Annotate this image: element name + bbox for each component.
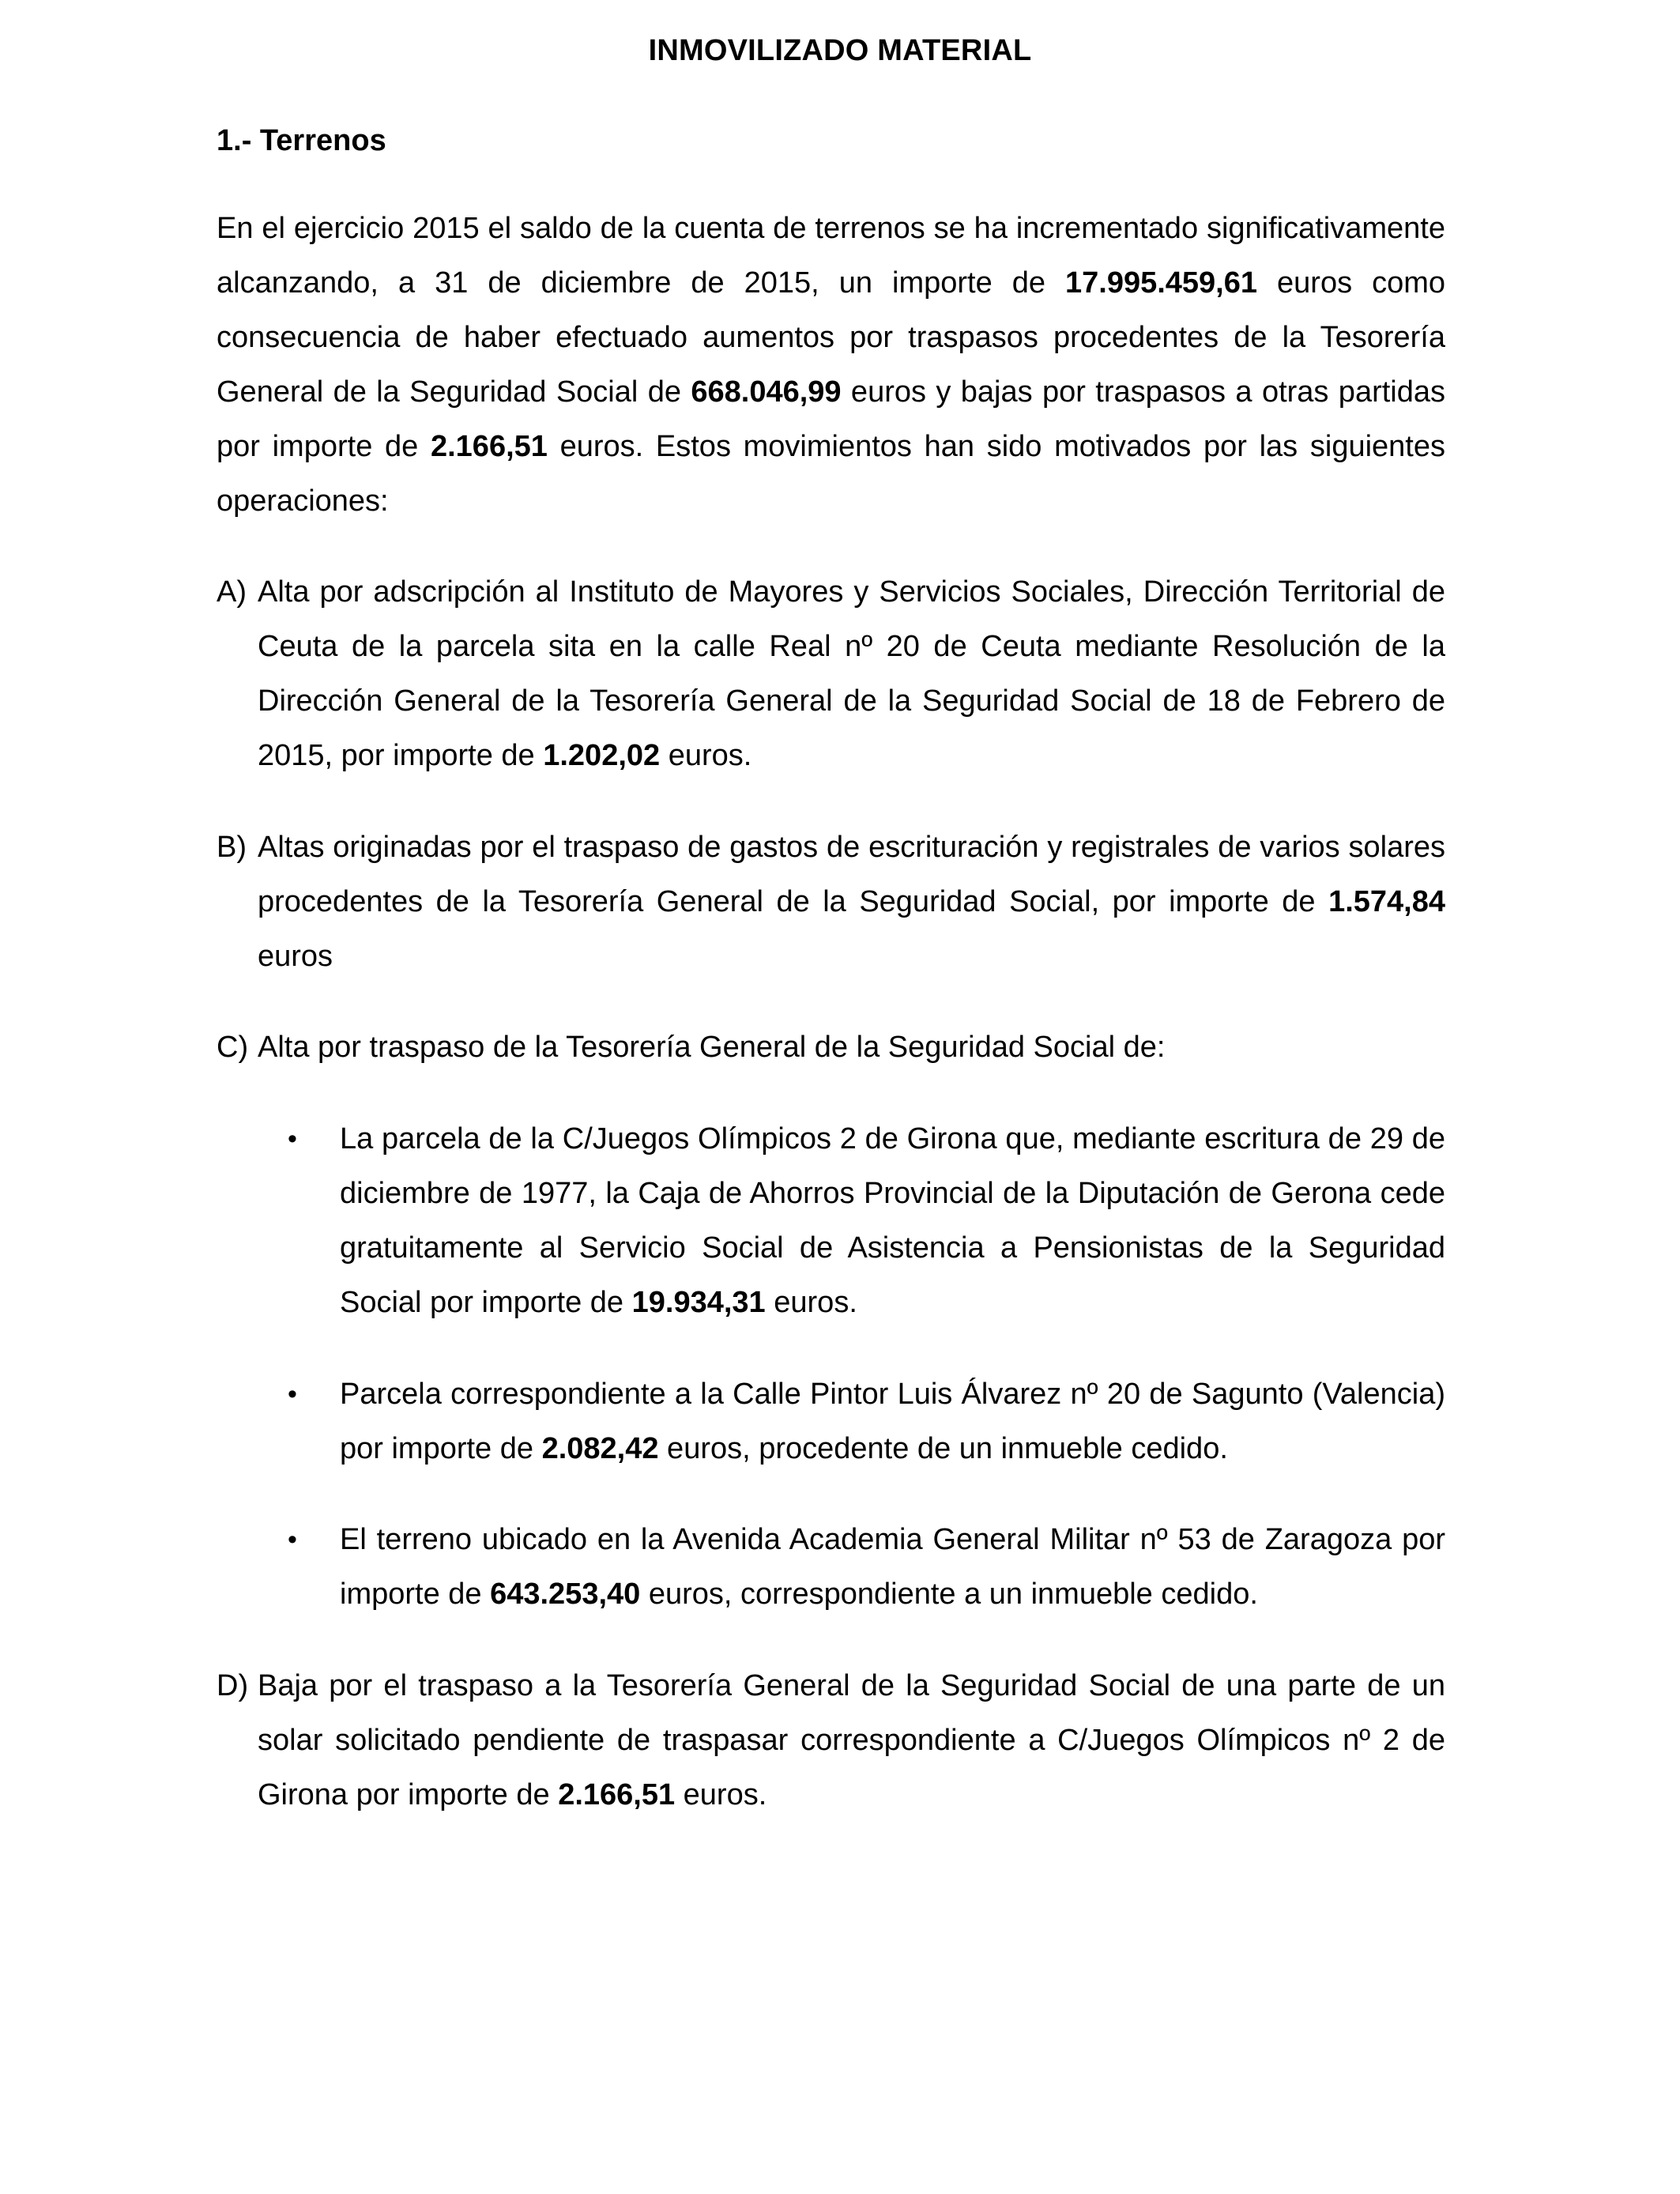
intro-amount-increase: 668.046,99 — [691, 375, 842, 409]
list-marker-a: A) — [217, 575, 247, 609]
bullet-item-zaragoza — [288, 1513, 1445, 1622]
list-item-b-text-2: euros — [258, 940, 333, 973]
bullet-item-girona-text-2: euros. — [765, 1286, 857, 1319]
intro-text-3: euros y bajas por traspasos a otras partidas por importe de — [217, 375, 1445, 463]
list-item-a-amount: 1.202,02 — [543, 739, 661, 772]
list-item-b — [217, 820, 1445, 984]
list-item-b-text-1: Altas originadas por el traspaso de gastos de escrituración y registrales de varios solares procedentes de la Tesorería General de la Seguridad Social, por importe de — [258, 831, 1445, 918]
list-item-c-body: Alta por traspaso de la Tesorería General de la Seguridad Social de: — [258, 1031, 1166, 1064]
bullet-item-girona — [288, 1112, 1445, 1330]
bullet-item-girona-text-1: La parcela de la C/Juegos Olímpicos 2 de Girona que, mediante escritura de 29 de diciembre de 1977, la Caja de Ahorros Provincial de la Diputación de Gerona cede gratuitamente al Servicio Social de Asistencia a Pensionistas de la Seguridad Social por importe de — [340, 1122, 1445, 1319]
bullet-item-sagunto-text-2: euros, procedente de un inmueble cedido. — [658, 1432, 1228, 1465]
intro-text-4: euros. Estos movimientos han sido motivados por las siguientes operaciones: — [217, 430, 1445, 518]
list-item-b-body — [258, 820, 1445, 984]
section-heading: 1.- Terrenos — [217, 124, 386, 157]
list-item-d — [217, 1659, 1445, 1823]
bullet-item-girona-body — [340, 1112, 1445, 1330]
bullet-item-sagunto-body — [340, 1367, 1445, 1476]
list-item-a-body — [258, 565, 1445, 783]
bullet-item-zaragoza-amount: 643.253,40 — [490, 1578, 641, 1611]
list-marker-c: C) — [217, 1031, 249, 1064]
bullet-item-zaragoza-text-2: euros, correspondiente a un inmueble cedido. — [640, 1578, 1258, 1611]
intro-text-2: euros como consecuencia de haber efectuado aumentos por traspasos procedentes de la Tesorería General de la Seguridad Social de — [217, 266, 1446, 409]
intro-amount-decrease: 2.166,51 — [430, 430, 548, 463]
list-item-d-text-2: euros. — [675, 1778, 767, 1811]
intro-amount-total: 17.995.459,61 — [1065, 266, 1258, 300]
bullet-item-sagunto-text-1: Parcela correspondiente a la Calle Pintor Luis Álvarez nº 20 de Sagunto (Valencia) por importe de — [340, 1378, 1445, 1465]
list-item-a-text-2: euros. — [660, 739, 752, 772]
list-marker-d: D) — [217, 1669, 249, 1702]
list-item-d-amount: 2.166,51 — [558, 1778, 676, 1811]
bullet-dot: • — [288, 1379, 297, 1409]
bullet-dot: • — [288, 1525, 297, 1555]
list-item-d-text-1: Baja por el traspaso a la Tesorería General de la Seguridad Social de una parte de un solar solicitado pendiente de traspasar correspondiente a C/Juegos Olímpicos nº 2 de Girona por importe de — [258, 1669, 1445, 1811]
list-item-a-text-1: Alta por adscripción al Instituto de Mayores y Servicios Sociales, Dirección Territorial de Ceuta de la parcela sita en la calle Real nº 20 de Ceuta mediante Resolución de la Dirección General de la Tesorería General de la Seguridad Social de 18 de Febrero de 2015, por importe de — [258, 575, 1445, 772]
intro-paragraph — [217, 202, 1445, 529]
bullet-item-sagunto — [288, 1367, 1445, 1476]
list-marker-b: B) — [217, 831, 247, 864]
bullet-item-zaragoza-body — [340, 1513, 1445, 1622]
bullet-item-sagunto-amount: 2.082,42 — [541, 1432, 659, 1465]
list-item-c — [217, 1020, 1445, 1075]
list-item-a — [217, 565, 1445, 783]
bullet-item-girona-amount: 19.934,31 — [631, 1286, 766, 1319]
document-title: INMOVILIZADO MATERIAL — [648, 34, 1032, 67]
bullet-dot: • — [288, 1124, 297, 1154]
bullet-item-zaragoza-text-1: El terreno ubicado en la Avenida Academia General Militar nº 53 de Zaragoza por importe de — [340, 1523, 1445, 1611]
list-item-d-body — [258, 1659, 1445, 1823]
intro-text-1: En el ejercicio 2015 el saldo de la cuenta de terrenos se ha incrementado significativamente alcanzando, a 31 de diciembre de 2015, un importe de — [217, 212, 1445, 300]
list-item-b-amount: 1.574,84 — [1328, 885, 1445, 918]
